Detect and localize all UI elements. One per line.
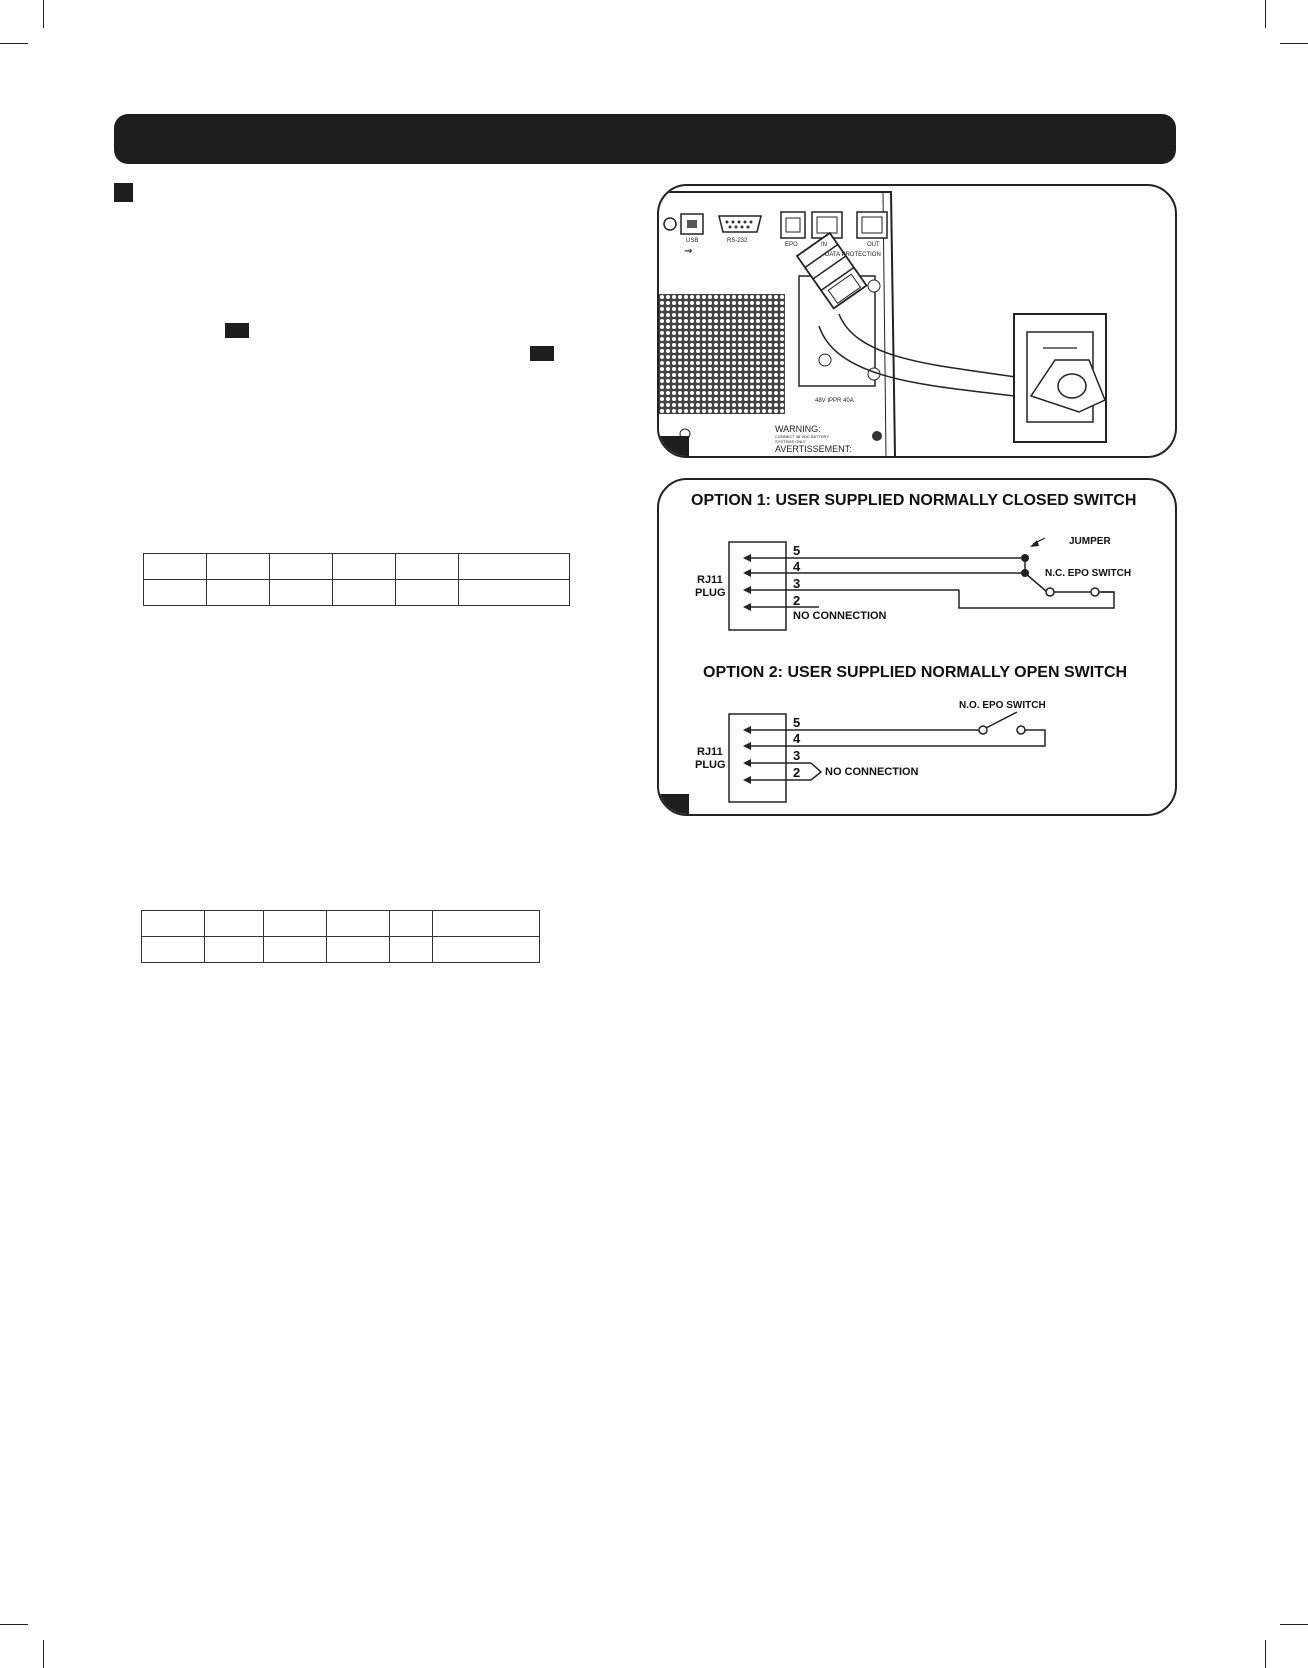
crop-mark	[1265, 0, 1266, 28]
figure-epo-connection	[657, 184, 1177, 458]
figure-ref-marker	[530, 346, 554, 361]
jumper-label: JUMPER	[1069, 536, 1111, 547]
crop-mark	[0, 1624, 28, 1625]
no-connection-label: NO CONNECTION	[793, 610, 887, 622]
option1-title: OPTION 1: USER SUPPLIED NORMALLY CLOSED SWITCH	[691, 492, 1137, 509]
usb-port-label: USB	[686, 238, 699, 244]
figure-epo-wiring	[657, 478, 1177, 816]
ups-rear-illustration	[659, 186, 1175, 456]
wiring-diagram	[659, 480, 1175, 814]
pin-4-label: 4	[793, 731, 801, 746]
warning-text: CONNECT 48 VDC BATTERY SYSTEMS ONLY	[775, 434, 829, 444]
figure-label-tab	[659, 436, 689, 456]
pin-3-label: 3	[793, 748, 801, 763]
plug-label: PLUG	[695, 759, 726, 771]
plug-label: RJ11	[697, 574, 723, 586]
crop-mark	[43, 1640, 44, 1668]
section-header-bar	[114, 114, 1176, 164]
no-switch-label: N.O. EPO SWITCH	[959, 700, 1046, 711]
nc-switch-label: N.C. EPO SWITCH	[1045, 568, 1132, 579]
plug-label: PLUG	[695, 587, 726, 599]
pin-2-label: 2	[793, 765, 801, 780]
pin-5-label: 5	[793, 543, 801, 558]
crop-mark	[43, 0, 44, 28]
epo-port-label: EPO	[785, 242, 798, 248]
data-protection-label: DATA PROTECTION	[825, 252, 881, 258]
pin-2-label: 2	[793, 593, 801, 608]
pin-3-label: 3	[793, 576, 801, 591]
crop-mark	[1280, 43, 1308, 44]
out-port-label: OUT	[867, 242, 880, 248]
rs232-port-label: RS-232	[727, 238, 748, 244]
in-port-label: IN	[821, 242, 827, 248]
crop-mark	[1280, 1624, 1308, 1625]
table-row	[144, 554, 570, 580]
figure-ref-marker	[225, 323, 249, 338]
table-row	[144, 580, 570, 606]
crop-mark	[1265, 1640, 1266, 1668]
table-row	[142, 911, 540, 937]
crop-mark	[0, 43, 28, 44]
avertissement-label: AVERTISSEMENT:	[775, 444, 852, 454]
step-marker	[114, 183, 133, 202]
pin-4-label: 4	[793, 559, 801, 574]
pin-table-1	[143, 553, 570, 606]
table-row	[142, 937, 540, 963]
warning-label: WARNING:	[775, 424, 821, 434]
no-connection-label: NO CONNECTION	[825, 766, 919, 778]
battery-rating-label: 48V IPPR 40A	[815, 398, 854, 404]
pin-5-label: 5	[793, 715, 801, 730]
option2-title: OPTION 2: USER SUPPLIED NORMALLY OPEN SWITCH	[703, 664, 1128, 681]
figure-label-tab	[659, 794, 689, 814]
pin-table-2	[141, 910, 540, 963]
plug-label: RJ11	[697, 746, 723, 758]
usb-icon: ⇝	[684, 246, 693, 257]
